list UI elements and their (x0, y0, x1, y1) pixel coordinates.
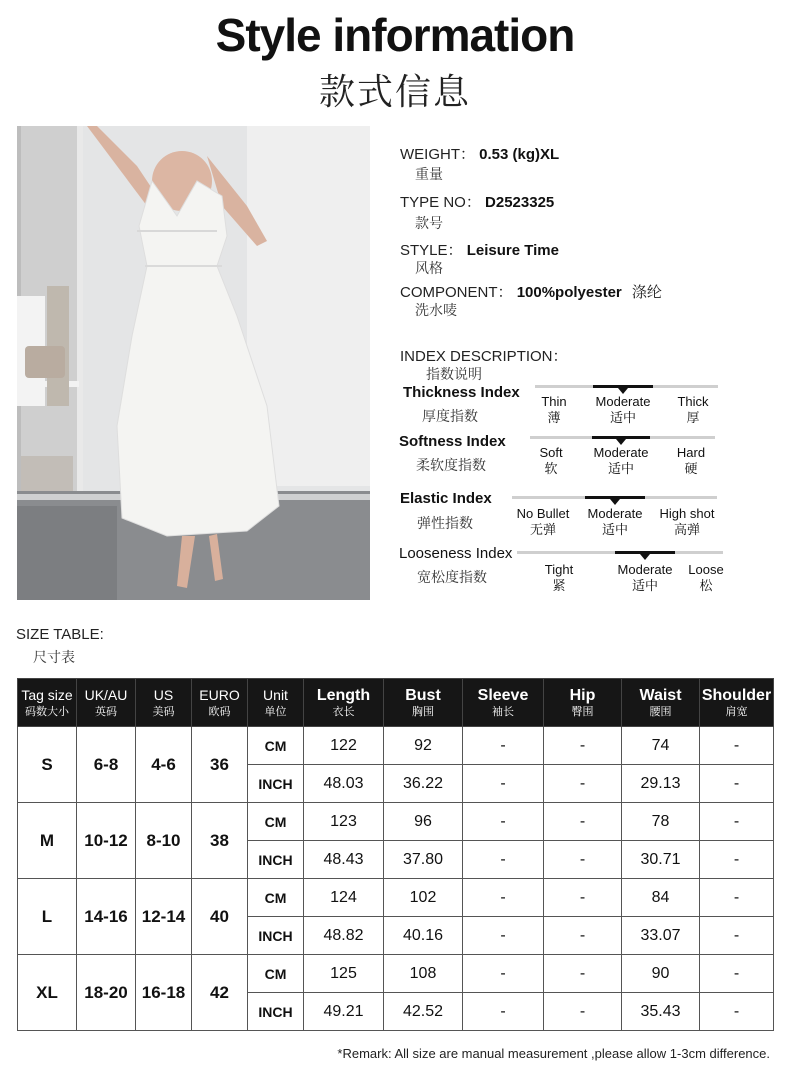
table-row (18, 803, 774, 841)
sleeve-cell: - (463, 879, 544, 917)
waist-cell: 29.13 (622, 765, 700, 803)
looseness-option-loose: Loose 松 (688, 562, 724, 594)
hip-cell: - (544, 993, 622, 1031)
header-waist: Waist 腰围 (622, 679, 700, 727)
table-row (18, 727, 774, 765)
uk-au-cell: 10-12 (77, 803, 136, 879)
page-subtitle: 款式信息 (318, 72, 471, 113)
thickness-option-thin: Thin 薄 (541, 394, 567, 426)
hip-cell: - (544, 917, 622, 955)
hip-cell: - (544, 727, 622, 765)
weight-value: 0.53 (kg)XL (479, 146, 560, 163)
header-sleeve: Sleeve 袖长 (463, 679, 544, 727)
bust-cell: 37.80 (384, 841, 463, 879)
softness-option-soft: Soft 软 (539, 445, 563, 477)
weight-label: WEIGHT： (400, 146, 475, 163)
waist-cell: 30.71 (622, 841, 700, 879)
unit-cell: CM (248, 955, 304, 993)
looseness-option-moderate: Moderate 适中 (617, 562, 673, 594)
length-cell: 125 (304, 955, 384, 993)
header-unit: Unit 单位 (248, 679, 304, 727)
softness-option-hard: Hard 硬 (676, 445, 706, 477)
bust-cell: 102 (384, 879, 463, 917)
softness-option-moderate: Moderate 适中 (593, 445, 649, 477)
header-us: US 美码 (136, 679, 192, 727)
length-cell: 124 (304, 879, 384, 917)
header-uk-au: UK/AU 英码 (77, 679, 136, 727)
waist-cell: 33.07 (622, 917, 700, 955)
weight-line (400, 143, 559, 164)
looseness-index-label-zh: 宽松度指数 (417, 570, 487, 586)
length-cell: 49.21 (304, 993, 384, 1031)
size-table-label-zh: 尺寸表 (33, 650, 75, 666)
unit-cell: INCH (248, 765, 304, 803)
type-no-label: TYPE NO： (400, 194, 481, 211)
sleeve-cell: - (463, 803, 544, 841)
table-row (18, 955, 774, 993)
index-heading: INDEX DESCRIPTION： (400, 348, 568, 365)
type-no-label-zh: 款号 (415, 216, 443, 232)
looseness-index-label: Looseness Index (399, 545, 513, 562)
size-cell: M (18, 803, 77, 879)
sleeve-cell: - (463, 765, 544, 803)
euro-cell: 36 (192, 727, 248, 803)
header-length: Length 衣长 (304, 679, 384, 727)
table-row (18, 879, 774, 917)
unit-cell: INCH (248, 917, 304, 955)
softness-index-label: Softness Index (399, 433, 506, 450)
hip-cell: - (544, 803, 622, 841)
looseness-marker-icon (640, 554, 650, 560)
remark-note: *Remark: All size are manual measurement ,please allow 1-3cm difference. (337, 1046, 770, 1061)
length-cell: 48.82 (304, 917, 384, 955)
us-cell: 4-6 (136, 727, 192, 803)
header-euro: EURO 欧码 (192, 679, 248, 727)
length-cell: 123 (304, 803, 384, 841)
thickness-index-label-zh: 厚度指数 (422, 409, 478, 425)
softness-index-label-zh: 柔软度指数 (416, 458, 486, 474)
shoulder-cell: - (700, 879, 774, 917)
uk-au-cell: 18-20 (77, 955, 136, 1031)
thickness-option-thick: Thick 厚 (677, 394, 709, 426)
bust-cell: 96 (384, 803, 463, 841)
unit-cell: CM (248, 803, 304, 841)
sleeve-cell: - (463, 727, 544, 765)
elastic-option-high-shot: High shot 高弹 (659, 506, 715, 538)
component-value-zh: 涤纶 (631, 283, 662, 301)
thickness-option-moderate: Moderate 适中 (595, 394, 651, 426)
thickness-index-label: Thickness Index (403, 384, 520, 401)
weight-label-zh: 重量 (415, 167, 443, 183)
sleeve-cell: - (463, 917, 544, 955)
page-title: Style information (215, 9, 575, 61)
shoulder-cell: - (700, 765, 774, 803)
size-table (17, 678, 774, 1031)
waist-cell: 35.43 (622, 993, 700, 1031)
shoulder-cell: - (700, 727, 774, 765)
header-tag-size: Tag size 码数大小 (18, 679, 77, 727)
looseness-option-tight: Tight 紧 (544, 562, 574, 594)
header-bust: Bust 胸围 (384, 679, 463, 727)
header-hip: Hip 臀围 (544, 679, 622, 727)
bust-cell: 108 (384, 955, 463, 993)
euro-cell: 38 (192, 803, 248, 879)
size-table-body (18, 727, 774, 1031)
elastic-option-moderate: Moderate 适中 (587, 506, 643, 538)
style-label: STYLE： (400, 242, 463, 259)
hip-cell: - (544, 765, 622, 803)
length-cell: 122 (304, 727, 384, 765)
hip-cell: - (544, 841, 622, 879)
hip-cell: - (544, 879, 622, 917)
shoulder-cell: - (700, 803, 774, 841)
us-cell: 8-10 (136, 803, 192, 879)
elastic-option-no-bullet: No Bullet 无弹 (516, 506, 570, 538)
unit-cell: INCH (248, 841, 304, 879)
component-label: COMPONENT： (400, 284, 513, 301)
euro-cell: 42 (192, 955, 248, 1031)
us-cell: 16-18 (136, 955, 192, 1031)
dress-illustration (17, 126, 370, 600)
waist-cell: 74 (622, 727, 700, 765)
sleeve-cell: - (463, 841, 544, 879)
size-table-header-row (18, 679, 774, 727)
waist-cell: 78 (622, 803, 700, 841)
component-label-zh: 洗水唛 (415, 303, 457, 319)
shoulder-cell: - (700, 993, 774, 1031)
style-value: Leisure Time (466, 242, 559, 259)
bust-cell: 92 (384, 727, 463, 765)
unit-cell: CM (248, 879, 304, 917)
bust-cell: 36.22 (384, 765, 463, 803)
uk-au-cell: 6-8 (77, 727, 136, 803)
type-no-value: D2523325 (485, 194, 555, 211)
elastic-index-label-zh: 弹性指数 (417, 516, 473, 532)
header-shoulder: Shoulder 肩宽 (700, 679, 774, 727)
uk-au-cell: 14-16 (77, 879, 136, 955)
unit-cell: INCH (248, 993, 304, 1031)
length-cell: 48.03 (304, 765, 384, 803)
shoulder-cell: - (700, 955, 774, 993)
euro-cell: 40 (192, 879, 248, 955)
index-heading-zh: 指数说明 (426, 367, 482, 383)
size-table-label: SIZE TABLE: (16, 626, 104, 643)
component-value: 100%polyester (516, 284, 622, 301)
sleeve-cell: - (463, 955, 544, 993)
hip-cell: - (544, 955, 622, 993)
sleeve-cell: - (463, 993, 544, 1031)
shoulder-cell: - (700, 917, 774, 955)
size-cell: XL (18, 955, 77, 1031)
us-cell: 12-14 (136, 879, 192, 955)
component-line (400, 281, 662, 302)
style-label-zh: 风格 (415, 261, 443, 277)
product-photo (17, 126, 370, 600)
elastic-marker-icon (610, 499, 620, 505)
shoulder-cell: - (700, 841, 774, 879)
unit-cell: CM (248, 727, 304, 765)
waist-cell: 84 (622, 879, 700, 917)
size-cell: L (18, 879, 77, 955)
type-no-line (400, 191, 554, 212)
bust-cell: 40.16 (384, 917, 463, 955)
elastic-index-label: Elastic Index (400, 490, 492, 507)
length-cell: 48.43 (304, 841, 384, 879)
size-cell: S (18, 727, 77, 803)
style-line (400, 239, 559, 260)
waist-cell: 90 (622, 955, 700, 993)
bust-cell: 42.52 (384, 993, 463, 1031)
